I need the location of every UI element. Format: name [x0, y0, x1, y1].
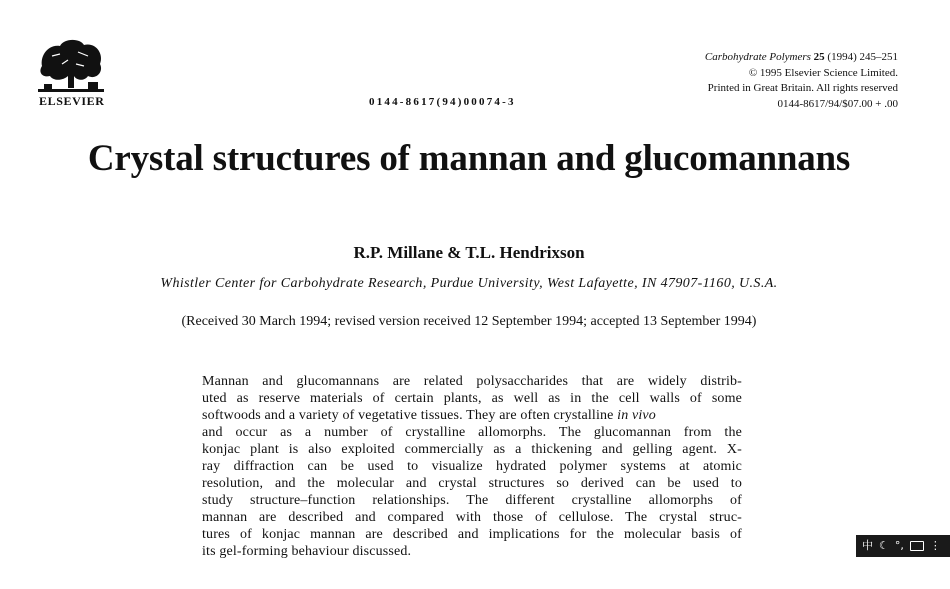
abstract-line — [202, 407, 742, 424]
received-dates: (Received 30 March 1994; revised version received 12 September 1994; accepted 13 September 1994) — [181, 314, 757, 329]
abstract-line: uted as reserve materials of certain plants, as well as in the cell walls of some — [202, 391, 742, 406]
issn-price-line: 0144-8617/94/$07.00 + .00 — [777, 97, 898, 110]
abstract-line: mannan are described and compared with those of cellulose. The crystal struc- — [202, 510, 742, 525]
abstract-line: its gel-forming behaviour discussed. — [202, 544, 412, 559]
abstract-line: Mannan and glucomannans are related polysaccharides that are widely distrib- — [202, 374, 742, 389]
ime-toolbar[interactable] — [856, 535, 950, 557]
abstract-line-text: softwoods and a variety of vegetative tissues. They are often crystalline — [202, 408, 618, 423]
abstract — [202, 373, 742, 560]
publisher-wordmark: ELSEVIER — [39, 94, 105, 108]
abstract-line: tures of konjac mannan are described and implications for the molecular basis of — [202, 527, 742, 542]
journal-volume: 25 — [813, 51, 825, 63]
article-authors: R.P. Millane & T.L. Hendrixson — [353, 243, 585, 262]
copyright-line: © 1995 Elsevier Science Limited. — [748, 66, 898, 79]
abstract-line: ray diffraction can be used to visualize hydrated polymer systems at atomic — [202, 459, 742, 474]
abstract-italic-term: in vivo — [617, 408, 656, 423]
journal-name: Carbohydrate Polymers — [704, 51, 811, 63]
moon-icon[interactable]: ☾ — [879, 539, 889, 552]
journal-citation — [705, 50, 898, 66]
journal-info — [705, 50, 898, 112]
abstract-line: konjac plant is also exploited commercially as a thickening and gelling agent. X- — [202, 442, 742, 457]
article-title: Crystal structures of mannan and glucomannans — [87, 138, 851, 179]
journal-year-pages: (1994) 245–251 — [827, 51, 898, 63]
keyboard-icon[interactable] — [910, 541, 924, 551]
elsevier-tree-icon — [38, 36, 104, 92]
doi-code: 0144-8617(94)00074-3 — [369, 96, 516, 108]
abstract-line: resolution, and the molecular and crystal structures so derived can be used to — [202, 476, 742, 491]
printed-line: Printed in Great Britain. All rights reserved — [707, 82, 898, 94]
abstract-line: and occur as a number of crystalline allomorphs. The glucomannan from the — [202, 425, 742, 440]
author-affiliation: Whistler Center for Carbohydrate Research, Purdue University, West Lafayette, IN 47907-1160, U.S.A. — [160, 276, 778, 291]
elsevier-logo — [38, 36, 104, 92]
settings-icon[interactable]: ⋮ — [929, 539, 941, 552]
abstract-line: study structure–function relationships. The different crystalline allomorphs of — [202, 493, 742, 508]
ime-language-toggle[interactable]: 中 — [862, 539, 873, 552]
punctuation-icon[interactable]: °, — [894, 539, 904, 552]
